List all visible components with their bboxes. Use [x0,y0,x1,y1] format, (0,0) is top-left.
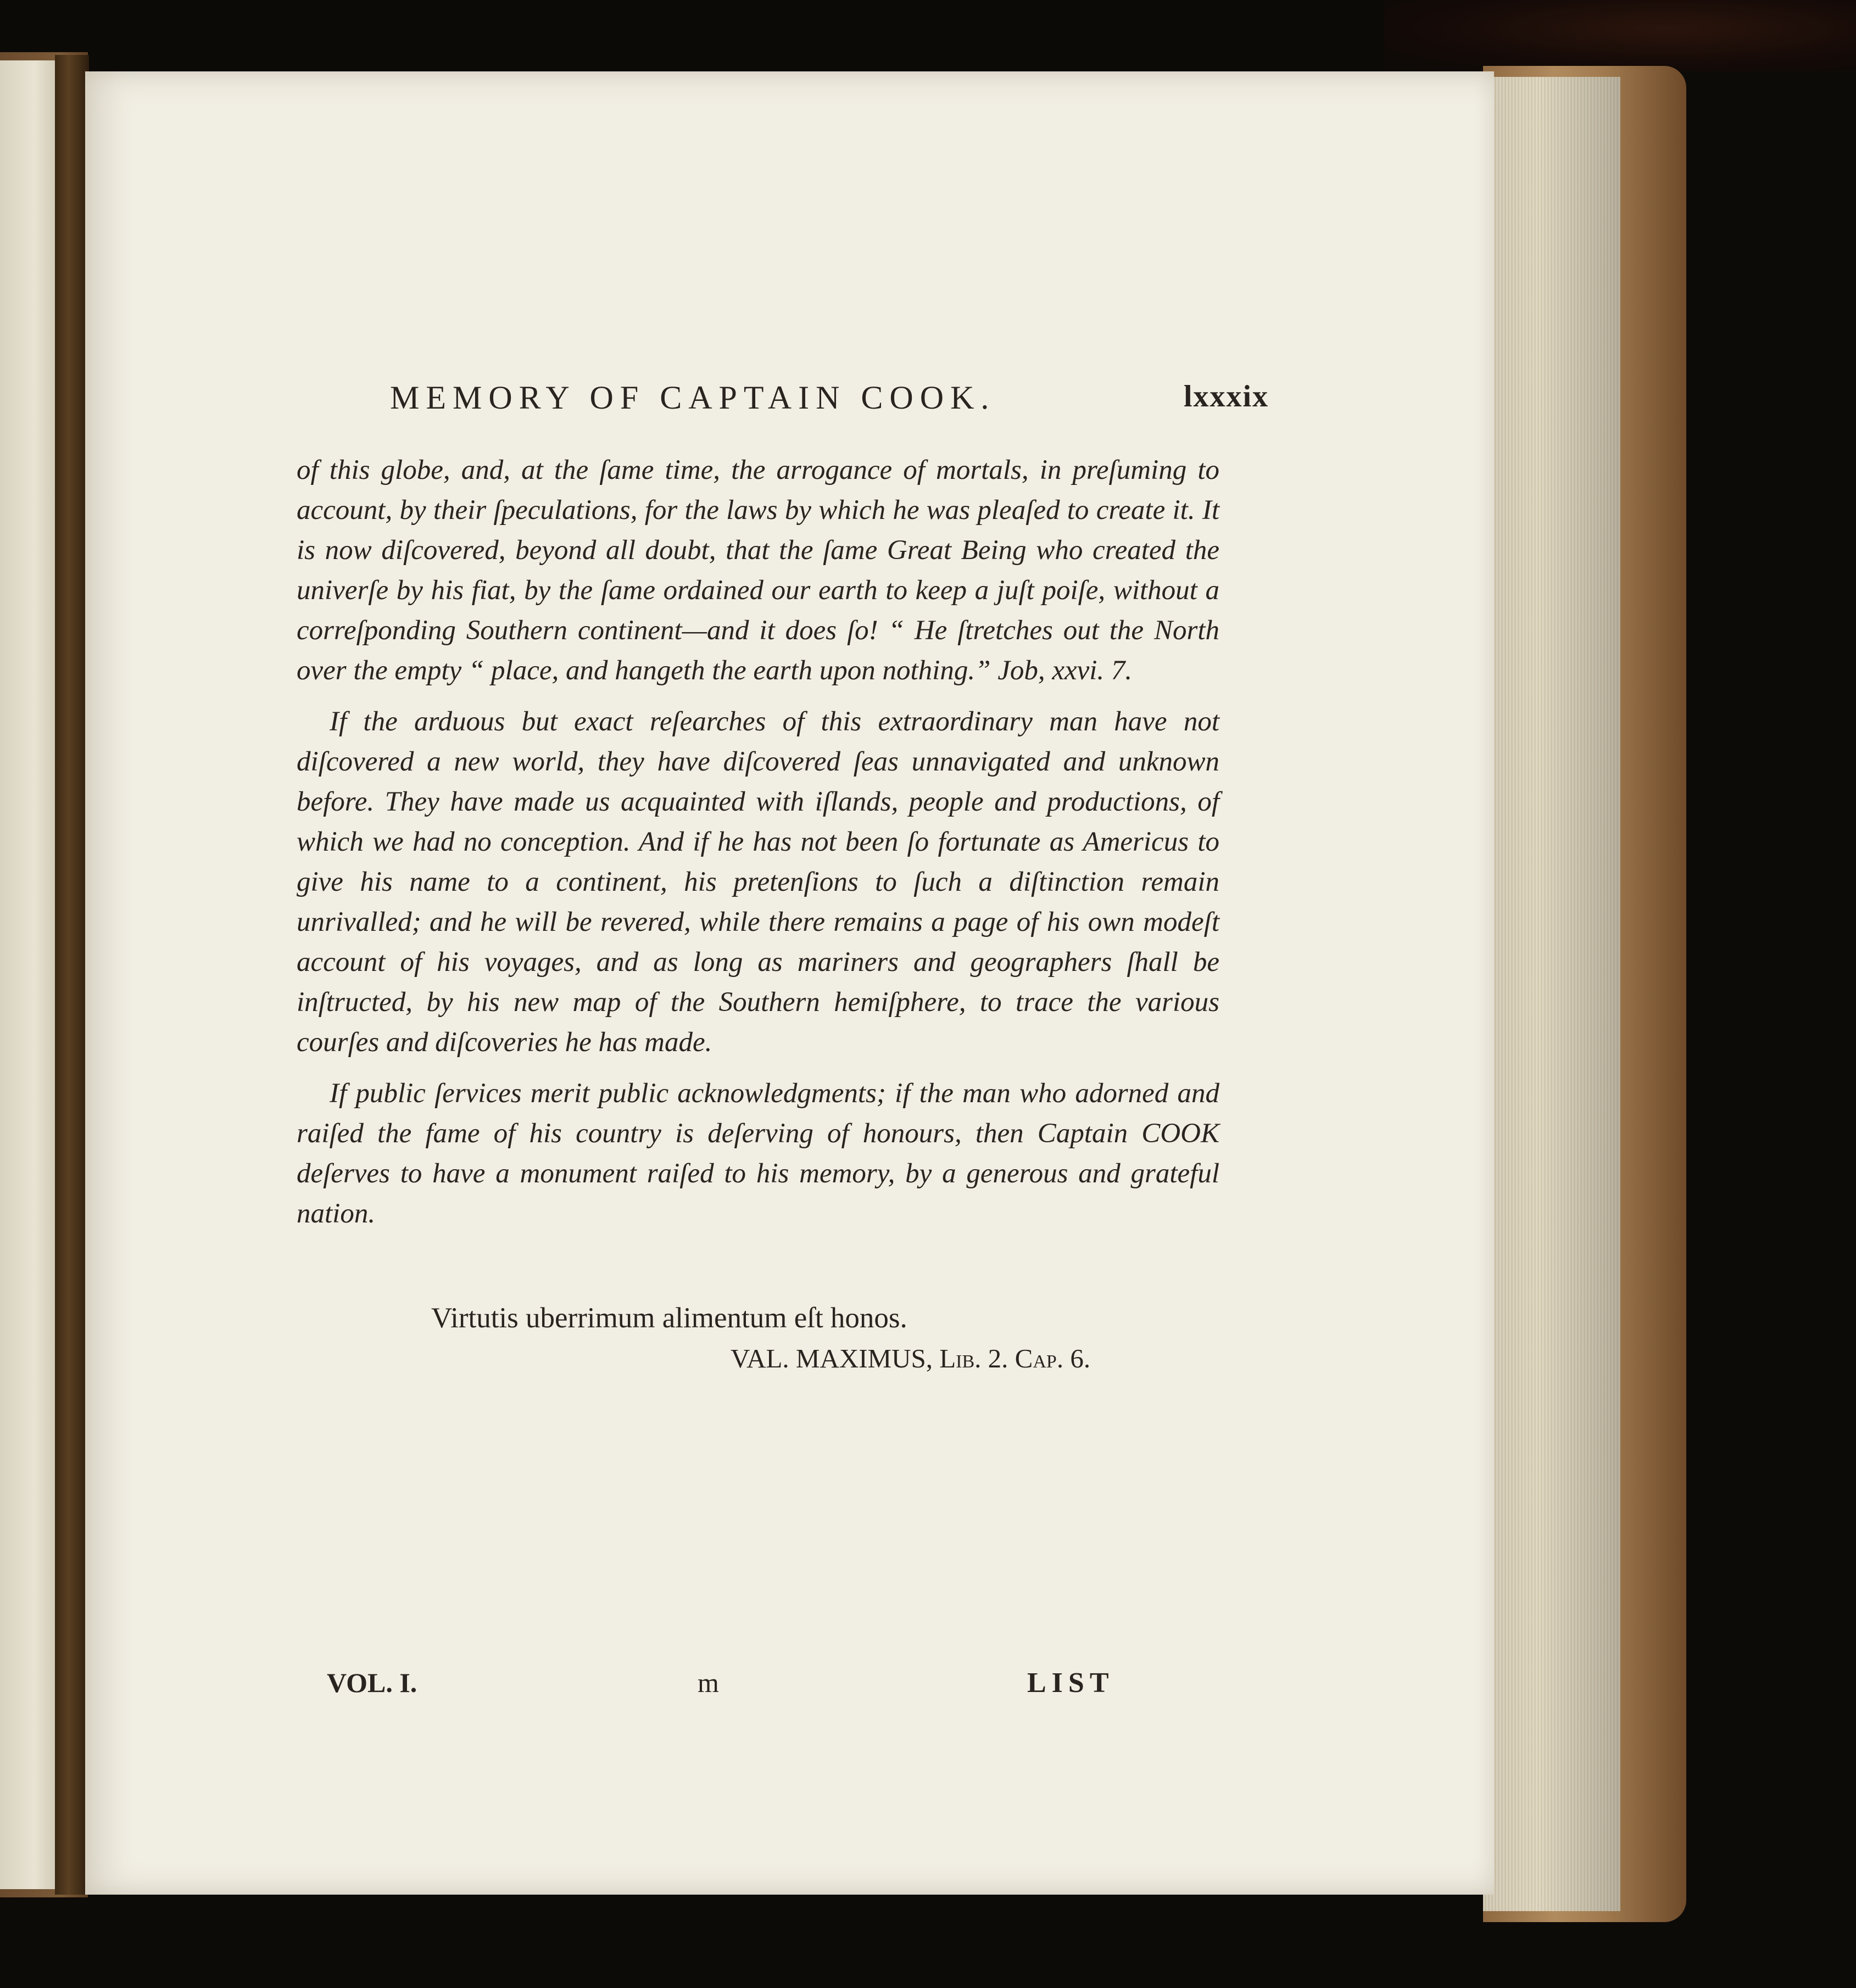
body-text [297,450,1219,1245]
epigraph-attribution: VAL. MAXIMUS, Lib. 2. Cap. 6. [731,1343,1091,1373]
running-title: MEMORY OF CAPTAIN COOK. [390,379,996,416]
page-number: lxxxix [1184,379,1269,414]
page-content [85,71,1494,1895]
facing-page-edge [0,60,58,1889]
book-gutter [55,55,89,1895]
fore-edge-shade [1483,77,1620,1911]
footer-volume: VOL. I. [327,1667,417,1698]
book-page [85,71,1494,1895]
footer-catchword: LIST [1027,1667,1114,1699]
paragraph-3: If public ſervices merit public acknowledgments; if the man who adorned and raiſed the fame of his country is deſerving of honours, then Captain COOK deſerves to have a monument raiſed to his memory, by a generous and grateful nation. [297,1078,1219,1229]
epigraph-quote: Virtutis uberrimum alimentum eſt honos. [431,1302,907,1334]
footer-signature-mark: m [698,1667,719,1698]
background-corner [1384,0,1856,71]
paragraph-1: of this globe, and, at the ſame time, the arrogance of mortals, in preſuming to account, by their ſpeculations, for the laws by which he was pleaſed to create it. It is now diſcovered, beyond all doubt, that the ſame Great Being who created the univerſe by his fiat, by the ſame ordained our earth to keep a juſt poiſe, without a correſponding Southern continent—and it does ſo! “ He ſtretches out the North over the empty “ place, and hangeth the earth upon nothing.” Job, xxvi. 7. [297,455,1219,686]
paragraph-2: If the arduous but exact reſearches of this extraordinary man have not diſcovered a new world, they have diſcovered ſeas unnavigated and unknown before. They have made us acquainted with iſlands, people and productions, of which we had no conception. And if he has not been ſo fortunate as Americus to give his name to a continent, his pretenſions to ſuch a diſtinction remain unrivalled; and he will be revered, while there remains a page of his own modeſt account of his voyages, and as long as mariners and geographers ſhall be inſtructed, by his new map of the Southern hemiſphere, to trace the various courſes and diſcoveries he has made. [297,706,1219,1058]
